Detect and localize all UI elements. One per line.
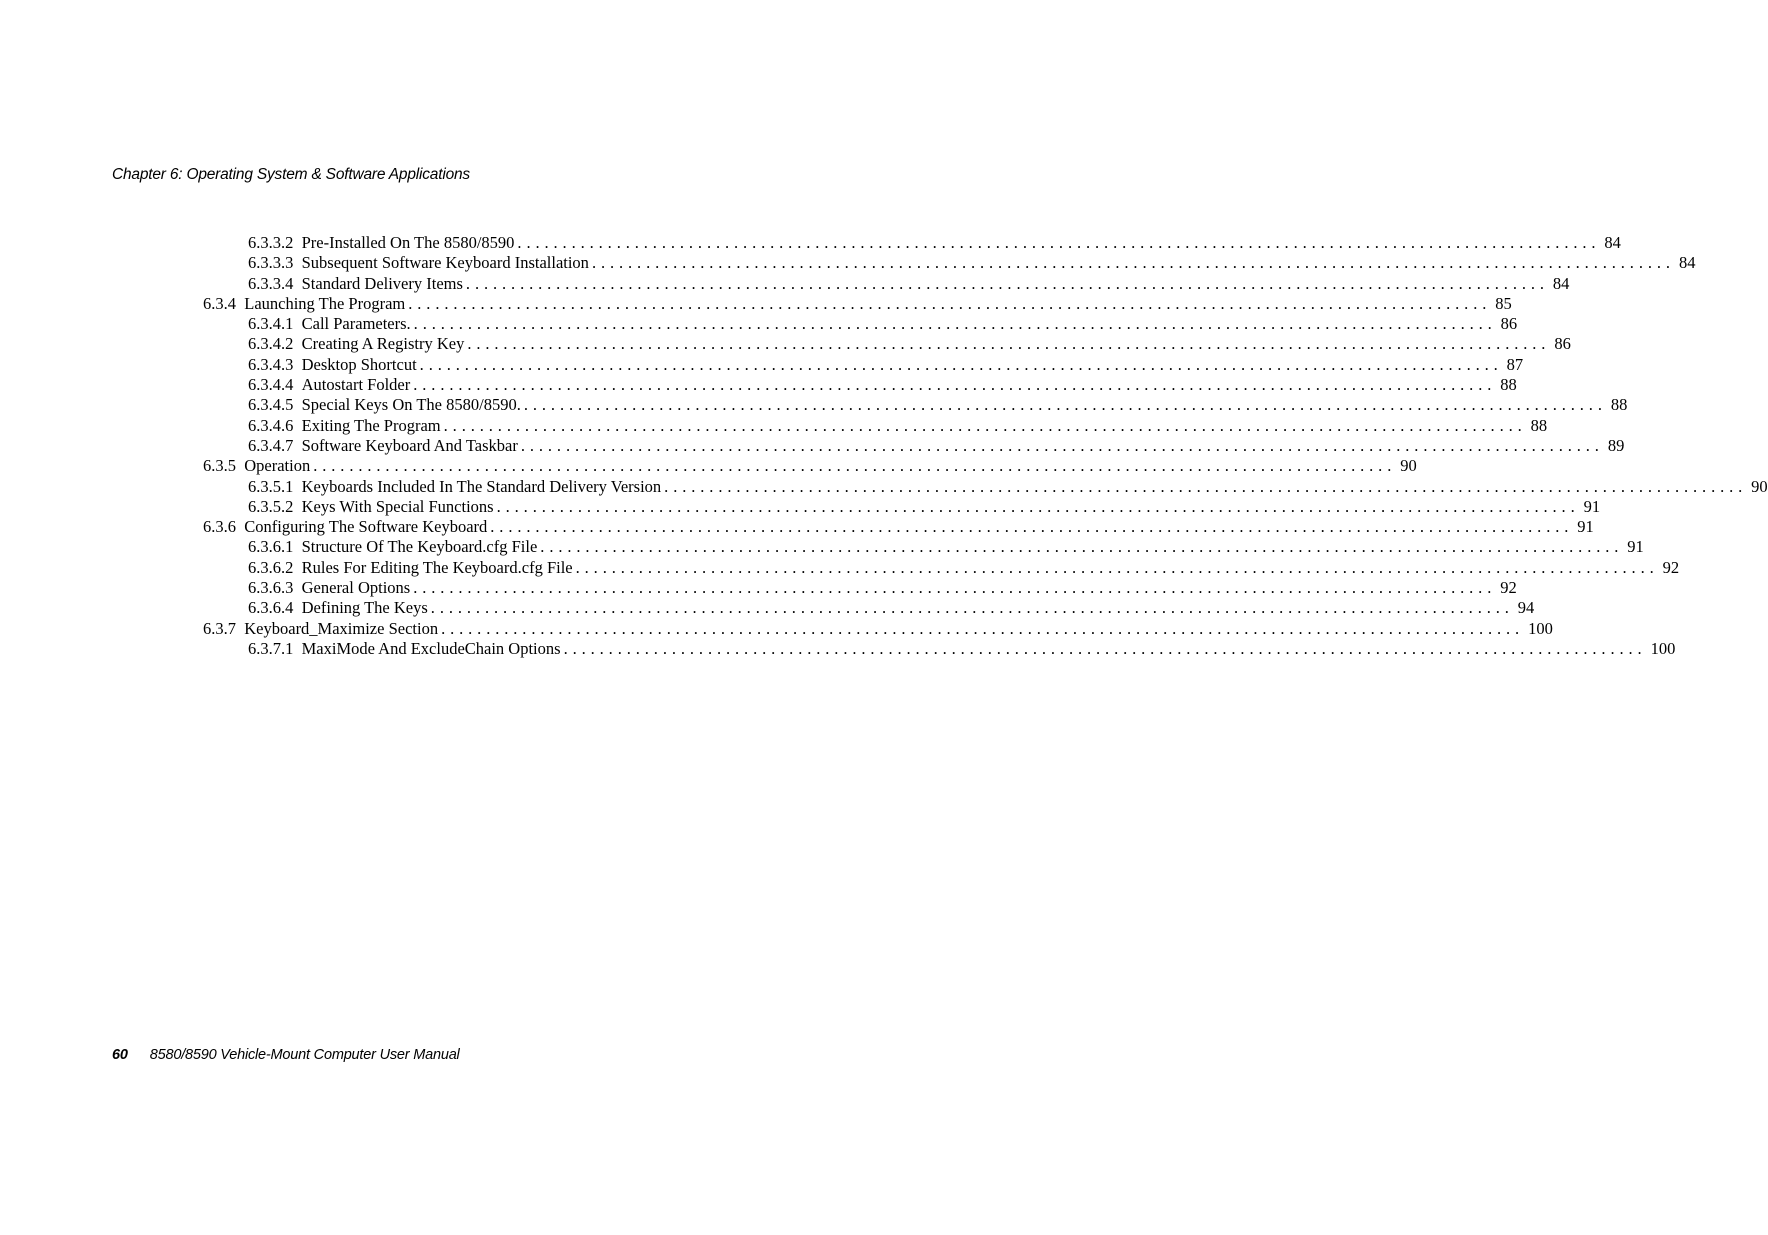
toc-entry-title: Keys With Special Functions	[301, 496, 494, 516]
toc-entry-title: Operation	[244, 456, 311, 476]
toc-entry-number: 6.3.6.4	[248, 598, 294, 618]
dot-leader: ........................................................................................................................	[408, 293, 1492, 313]
toc-entry-number: 6.3.3.2	[248, 233, 294, 252]
toc-entry[interactable]	[203, 233, 1621, 253]
toc-entry-label	[203, 456, 313, 476]
dot-leader: ........................................................................................................................	[563, 638, 1647, 658]
toc-entry[interactable]	[203, 517, 1594, 537]
toc-entry-label	[248, 639, 564, 659]
toc-entry-title: Desktop Shortcut	[301, 354, 417, 374]
toc-entry-title: Creating A Registry Key	[301, 334, 465, 354]
toc-entry-title: Autostart Folder	[301, 375, 411, 395]
toc-entry-page: 92	[1500, 578, 1517, 598]
dot-leader: ........................................................................................................................	[591, 253, 1675, 273]
toc-entry-label	[248, 253, 592, 273]
toc-entry-title: Software Keyboard And Taskbar	[301, 435, 518, 455]
toc-entry-number: 6.3.6	[203, 517, 236, 537]
toc-entry-page: 89	[1607, 435, 1625, 455]
toc-entry-number: 6.3.4.3	[248, 354, 294, 374]
toc-entry-page: 88	[1610, 395, 1628, 415]
toc-entry-page: 88	[1530, 415, 1548, 435]
toc-entry-number: 6.3.4.6	[248, 415, 294, 435]
toc-entry-page: 94	[1517, 598, 1535, 618]
toc-entry-page: 91	[1583, 496, 1601, 516]
toc-entry[interactable]	[203, 253, 1696, 273]
toc-entry-page: 84	[1678, 253, 1696, 273]
toc-entry-number: 6.3.7.1	[248, 638, 294, 658]
toc-entry-page: 84	[1604, 233, 1621, 252]
toc-entry-title: Keyboards Included In The Standard Delivery Version	[301, 476, 662, 496]
dot-leader: ........................................................................................................................	[467, 334, 1551, 354]
toc-entry[interactable]	[203, 618, 1553, 639]
toc-entry-label	[248, 537, 540, 557]
toc-entry-title: Keyboard_Maximize Section	[244, 618, 439, 638]
toc-entry-label	[248, 578, 413, 598]
toc-entry-label	[248, 233, 517, 253]
toc-entry-number: 6.3.4	[203, 293, 236, 313]
toc-entry-number: 6.3.6.1	[248, 537, 294, 557]
toc-entry-number: 6.3.3.3	[248, 253, 294, 273]
toc-entry[interactable]	[203, 496, 1601, 517]
toc-entry-number: 6.3.3.4	[248, 273, 294, 293]
toc-entry-page: 100	[1528, 618, 1553, 638]
dot-leader: ........................................................................................................................	[443, 415, 1527, 435]
toc-entry-label	[248, 598, 431, 618]
toc-entry-page: 84	[1552, 273, 1570, 293]
toc-entry-title: Structure Of The Keyboard.cfg File	[301, 537, 538, 557]
page-number: 60	[112, 1047, 128, 1063]
toc-entry-label	[203, 294, 408, 314]
toc-entry-number: 6.3.4.2	[248, 334, 294, 354]
toc-entry[interactable]	[203, 476, 1768, 497]
toc-entry[interactable]	[203, 375, 1517, 395]
toc-entry-title: Special Keys On The 8580/8590.	[301, 395, 521, 415]
toc-entry-page: 86	[1554, 334, 1571, 354]
toc-entry-number: 6.3.4.1	[248, 314, 294, 334]
dot-leader: ........................................................................................................................	[540, 537, 1624, 557]
toc-entry-page: 88	[1500, 375, 1517, 395]
dot-leader: ........................................................................................................................	[664, 476, 1748, 496]
toc-entry-title: Call Parameters.	[301, 314, 411, 334]
toc-entry-title: Subsequent Software Keyboard Installation	[301, 253, 589, 273]
manual-title: 8580/8590 Vehicle-Mount Computer User Manual	[149, 1047, 460, 1063]
toc-entry-label	[203, 619, 441, 639]
dot-leader: ........................................................................................................................	[523, 395, 1607, 415]
toc-entry-title: MaxiMode And ExcludeChain Options	[301, 638, 561, 658]
dot-leader: ........................................................................................................................	[465, 273, 1549, 293]
dot-leader: ........................................................................................................................	[490, 517, 1574, 537]
dot-leader: ........................................................................................................................	[419, 354, 1503, 374]
toc-entry-page: 91	[1627, 537, 1644, 557]
toc-entry[interactable]	[203, 415, 1548, 436]
dot-leader: ........................................................................................................................	[313, 456, 1397, 476]
toc-entry[interactable]	[203, 557, 1680, 578]
toc-entry-title: General Options	[301, 578, 411, 598]
toc-entry[interactable]	[203, 638, 1676, 659]
toc-entry[interactable]	[203, 537, 1644, 557]
toc-entry-label	[248, 497, 497, 517]
toc-entry[interactable]	[203, 578, 1517, 598]
toc-entry-label	[248, 416, 444, 436]
toc-entry-label	[248, 558, 576, 578]
toc-entry-page: 90	[1751, 476, 1768, 496]
toc-entry-label	[248, 274, 466, 294]
dot-leader: ........................................................................................................................	[413, 375, 1497, 395]
toc-entry[interactable]	[203, 456, 1417, 476]
toc-entry[interactable]	[203, 598, 1535, 618]
toc-entry-page: 90	[1400, 456, 1417, 476]
toc-entry-number: 6.3.5	[203, 456, 236, 476]
toc-entry-number: 6.3.7	[203, 618, 236, 638]
toc-entry-number: 6.3.4.4	[248, 375, 294, 395]
toc-entry-number: 6.3.4.5	[248, 395, 294, 415]
toc-entry[interactable]	[203, 293, 1512, 314]
toc-entry-page: 85	[1495, 293, 1512, 313]
toc-entry-number: 6.3.5.2	[248, 496, 294, 516]
toc-entry-title: Rules For Editing The Keyboard.cfg File	[301, 557, 573, 577]
toc-entry-number: 6.3.6.2	[248, 557, 294, 577]
dot-leader: ........................................................................................................................	[575, 557, 1659, 577]
toc-entry-number: 6.3.4.7	[248, 435, 294, 455]
toc-entry-page: 87	[1506, 354, 1524, 374]
toc-entry-label	[248, 477, 664, 497]
dot-leader: ........................................................................................................................	[520, 435, 1604, 455]
toc-entry-page: 100	[1650, 638, 1676, 658]
toc-entry[interactable]	[203, 435, 1625, 456]
toc-entry-title: Exiting The Program	[301, 415, 441, 435]
toc-entry-title: Configuring The Software Keyboard	[244, 517, 488, 537]
dot-leader: ........................................................................................................................	[413, 314, 1497, 334]
toc-entry-label	[248, 355, 420, 375]
dot-leader: ........................................................................................................................	[430, 598, 1514, 618]
running-header: Chapter 6: Operating System & Software Applications	[112, 166, 470, 183]
toc-entry-label	[203, 517, 490, 537]
toc-entry-page: 86	[1500, 314, 1518, 334]
dot-leader: ........................................................................................................................	[413, 578, 1497, 598]
toc-entry-number: 6.3.5.1	[248, 476, 294, 496]
toc-entry-title: Standard Delivery Items	[301, 273, 463, 293]
toc-entry-title: Defining The Keys	[301, 598, 428, 618]
toc-entry-title: Pre-Installed On The 8580/8590	[301, 233, 515, 252]
toc-entry[interactable]	[203, 334, 1571, 354]
toc-entry-title: Launching The Program	[244, 293, 406, 313]
toc-entry[interactable]	[203, 314, 1518, 334]
running-footer	[112, 1047, 460, 1063]
toc-entry-label	[248, 334, 467, 354]
toc-entry-number: 6.3.6.3	[248, 578, 294, 598]
toc-entry[interactable]	[203, 273, 1570, 294]
toc-entry-page: 92	[1662, 557, 1680, 577]
toc-entry-label	[248, 314, 414, 334]
toc-entry-label	[248, 436, 521, 456]
dot-leader: ........................................................................................................................	[517, 233, 1601, 252]
dot-leader: ........................................................................................................................	[496, 496, 1580, 516]
dot-leader: ........................................................................................................................	[441, 618, 1525, 638]
toc-entry-label	[248, 375, 413, 395]
table-of-contents	[203, 233, 1768, 659]
toc-entry-page: 91	[1577, 517, 1594, 537]
toc-entry-label	[248, 395, 524, 415]
toc-entry[interactable]	[203, 354, 1524, 375]
toc-entry[interactable]	[203, 395, 1628, 415]
